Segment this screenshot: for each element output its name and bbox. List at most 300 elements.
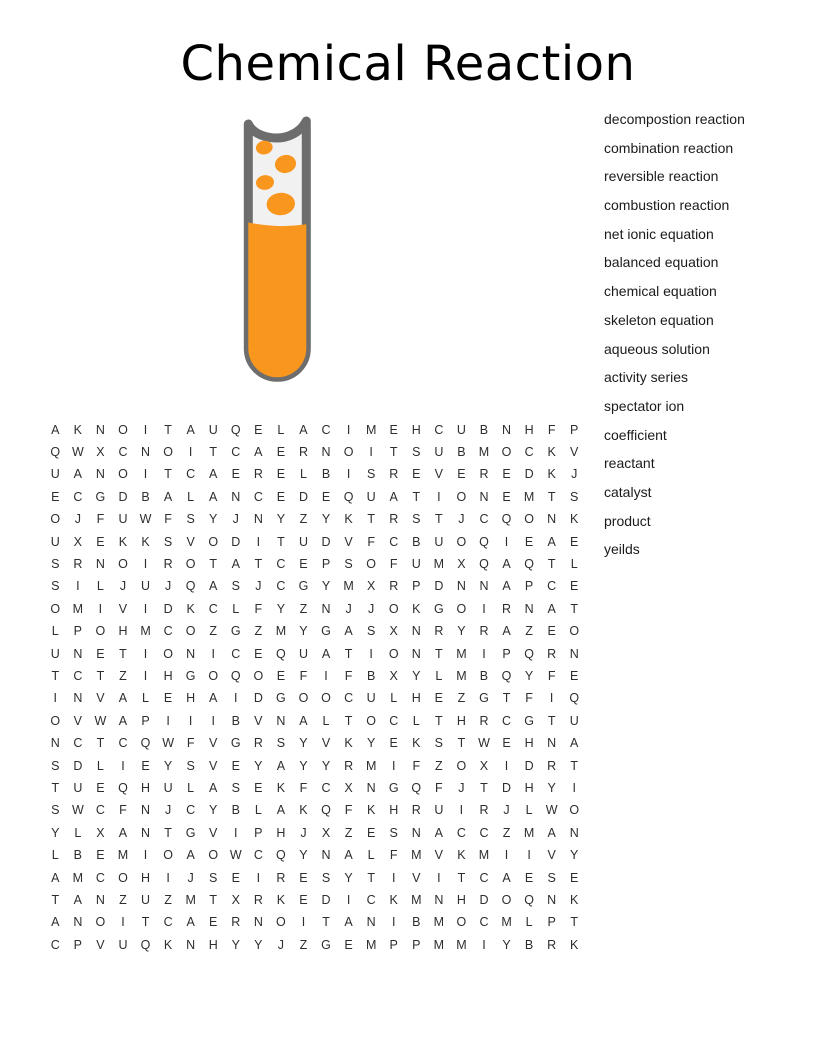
grid-cell: U [366,691,376,706]
grid-cell: V [570,445,579,460]
grid-cell: L [299,467,307,482]
grid-cell: N [434,892,444,907]
grid-cell: J [74,512,81,527]
grid-cell: N [141,803,151,818]
grid-cell: J [300,825,307,840]
grid-cell: I [98,601,103,616]
grid-cell: U [118,512,128,527]
grid-cell: R [389,512,399,527]
grid-cell: D [434,579,444,594]
grid-cell: V [434,848,444,863]
grid-cell: E [502,736,511,751]
grid-cell: M [365,422,377,437]
grid-cell: S [163,534,173,549]
grid-cell: A [547,601,556,616]
grid-cell: Q [230,668,241,683]
grid-cell: I [346,467,351,482]
grid-cell: E [570,579,579,594]
grid-cell: F [389,557,398,572]
grid-cell: F [547,422,556,437]
grid-cell: E [276,445,286,460]
grid-cell: O [343,445,354,460]
grid-cell: T [570,915,579,930]
grid-cell: L [51,848,59,863]
grid-cell: Q [569,691,580,706]
letter-grid [44,419,586,956]
grid-cell: O [569,803,580,818]
grid-cell: U [434,803,444,818]
grid-cell: R [434,624,444,639]
grid-cell: O [366,557,377,572]
grid-cell: T [457,870,466,885]
grid-cell: W [545,803,558,818]
grid-cell: S [209,870,218,885]
grid-cell: Y [209,512,218,527]
grid-cell: F [367,534,375,549]
grid-cell: M [185,892,196,907]
grid-cell: E [547,624,556,639]
grid-cell: U [569,713,579,728]
grid-cell: T [51,780,60,795]
grid-cell: R [479,713,489,728]
grid-cell: K [276,892,286,907]
grid-cell: I [121,915,125,930]
grid-cell: C [434,422,444,437]
grid-cell: V [209,736,218,751]
grid-cell: C [231,646,241,661]
grid-cell: R [253,736,263,751]
grid-cell: Z [299,512,308,527]
grid-cell: E [570,870,579,885]
grid-cell: A [547,825,556,840]
grid-cell: Z [457,691,466,706]
grid-cell: L [232,601,240,616]
grid-cell: K [389,892,398,907]
grid-cell: T [164,825,172,840]
grid-cell: W [162,736,174,751]
grid-cell: D [73,758,83,773]
grid-cell: Z [525,624,533,639]
grid-cell: P [524,579,534,594]
grid-cell: N [321,601,331,616]
grid-cell: C [389,713,399,728]
grid-cell: A [502,557,511,572]
grid-cell: N [366,780,376,795]
grid-cell: D [321,892,331,907]
grid-cell: B [524,937,534,952]
grid-cell: O [501,445,512,460]
grid-cell: P [254,825,263,840]
grid-cell: A [51,422,60,437]
grid-cell: O [50,512,61,527]
grid-cell: A [163,489,173,504]
grid-cell: Q [479,534,489,549]
grid-cell: T [51,668,60,683]
grid-cell: L [525,803,533,818]
grid-cell: T [389,445,398,460]
grid-cell: I [143,848,148,863]
grid-cell: U [298,646,308,661]
grid-cell: Z [119,892,127,907]
grid-cell: N [321,445,331,460]
grid-cell: A [209,780,218,795]
grid-cell: A [344,915,353,930]
grid-cell: V [186,534,195,549]
grid-cell: K [141,534,150,549]
grid-cell: V [344,534,353,549]
grid-cell: C [276,579,286,594]
grid-cell: J [164,803,172,818]
grid-cell: N [524,601,534,616]
grid-cell: I [482,601,486,616]
grid-cell: E [412,467,421,482]
word-list-item: chemical equation [604,283,717,300]
grid-cell: E [96,534,105,549]
grid-cell: A [502,870,511,885]
grid-cell: A [118,691,128,706]
grid-cell: W [478,736,490,751]
grid-cell: E [299,557,308,572]
grid-cell: C [118,736,128,751]
grid-cell: G [321,937,331,952]
grid-cell: V [209,825,218,840]
grid-cell: Y [412,668,421,683]
grid-cell: U [208,422,218,437]
grid-cell: N [186,937,196,952]
grid-cell: T [457,736,466,751]
grid-cell: Z [435,758,443,773]
grid-cell: G [321,624,331,639]
grid-cell: R [389,579,399,594]
grid-cell: O [118,467,128,482]
grid-cell: I [572,780,576,795]
grid-cell: O [456,489,467,504]
grid-cell: Q [524,892,534,907]
grid-cell: O [208,848,219,863]
grid-cell: C [276,557,286,572]
grid-cell: O [321,691,331,706]
grid-cell: A [186,915,195,930]
grid-cell: O [185,557,196,572]
grid-cell: X [344,780,353,795]
grid-cell: R [163,557,173,572]
grid-cell: R [479,803,489,818]
grid-cell: D [118,489,128,504]
grid-cell: N [479,579,489,594]
grid-cell: A [276,803,286,818]
grid-cell: A [209,489,218,504]
grid-cell: S [570,489,579,504]
grid-cell: A [321,646,331,661]
grid-cell: U [118,937,128,952]
grid-cell: Y [254,937,263,952]
grid-cell: O [456,758,467,773]
grid-cell: N [95,422,105,437]
grid-cell: M [117,848,129,863]
grid-cell: S [186,758,195,773]
grid-cell: G [185,825,196,840]
grid-cell: O [50,601,61,616]
grid-cell: G [95,489,106,504]
grid-cell: T [277,534,285,549]
grid-cell: E [344,937,353,952]
grid-cell: R [298,445,308,460]
grid-cell: X [389,668,398,683]
grid-cell: V [118,601,128,616]
grid-cell: M [456,937,467,952]
grid-cell: H [141,870,151,885]
grid-cell: A [276,758,286,773]
grid-cell: Q [501,668,512,683]
grid-cell: L [322,713,330,728]
grid-cell: T [547,557,556,572]
grid-cell: J [164,579,172,594]
grid-cell: A [51,870,60,885]
grid-cell: I [188,713,193,728]
grid-cell: Z [164,892,172,907]
grid-cell: O [388,601,399,616]
grid-cell: Q [501,512,512,527]
grid-cell: F [299,780,308,795]
grid-cell: C [163,624,173,639]
grid-cell: O [163,445,173,460]
grid-cell: V [547,848,556,863]
grid-cell: Y [209,803,218,818]
grid-cell: S [231,780,240,795]
grid-cell: I [143,467,148,482]
grid-cell: D [524,758,534,773]
grid-cell: Y [321,579,331,594]
grid-cell: L [367,848,375,863]
grid-cell: L [187,489,195,504]
grid-cell: J [458,780,465,795]
grid-cell: Z [209,624,218,639]
grid-cell: Q [230,422,241,437]
grid-cell: F [525,691,533,706]
grid-cell: I [346,892,351,907]
grid-cell: K [73,422,83,437]
grid-cell: D [253,691,263,706]
grid-cell: S [51,557,60,572]
grid-cell: F [344,803,353,818]
grid-cell: K [547,467,556,482]
grid-cell: E [96,848,105,863]
grid-cell: H [141,780,151,795]
grid-cell: X [96,445,105,460]
grid-cell: O [569,624,580,639]
grid-cell: I [549,691,554,706]
grid-cell: N [253,915,263,930]
grid-cell: R [344,758,354,773]
grid-cell: F [412,758,421,773]
grid-cell: R [276,870,286,885]
grid-cell: C [95,870,105,885]
grid-cell: K [570,937,579,952]
grid-cell: C [253,489,263,504]
grid-cell: V [96,691,105,706]
grid-cell: S [366,467,376,482]
grid-cell: S [412,512,421,527]
grid-cell: B [231,713,240,728]
grid-cell: C [502,713,512,728]
grid-cell: D [163,601,173,616]
word-list-item: net ionic equation [604,225,714,242]
grid-cell: P [73,937,83,952]
grid-cell: C [479,512,489,527]
grid-cell: I [346,422,351,437]
grid-cell: X [479,758,489,773]
grid-cell: Y [502,937,511,952]
grid-cell: I [504,848,509,863]
grid-cell: H [118,624,128,639]
grid-cell: I [121,758,125,773]
grid-cell: N [366,915,376,930]
grid-cell: I [143,646,148,661]
grid-cell: T [570,758,579,773]
grid-cell: C [547,579,557,594]
grid-cell: S [186,512,195,527]
grid-cell: C [50,937,60,952]
grid-cell: J [232,512,239,527]
grid-cell: Y [254,758,263,773]
grid-cell: T [435,512,443,527]
grid-cell: M [433,915,445,930]
grid-cell: C [73,736,83,751]
grid-cell: L [412,713,420,728]
grid-cell: T [344,713,353,728]
grid-cell: S [547,870,556,885]
grid-cell: Y [231,937,240,952]
grid-cell: A [73,892,83,907]
grid-cell: N [231,489,241,504]
grid-cell: C [456,825,466,840]
grid-cell: G [185,668,196,683]
grid-cell: S [51,758,60,773]
test-tube-illustration [236,112,320,390]
grid-cell: P [412,579,421,594]
grid-cell: T [367,870,375,885]
grid-cell: I [211,713,215,728]
grid-cell: C [321,780,331,795]
grid-cell: P [570,422,579,437]
grid-cell: S [389,825,398,840]
grid-cell: Q [343,489,354,504]
grid-cell: X [457,557,466,572]
grid-cell: U [366,489,376,504]
grid-cell: E [524,870,534,885]
grid-cell: Q [118,780,128,795]
grid-cell: H [524,780,534,795]
grid-cell: A [51,915,60,930]
grid-cell: B [412,915,421,930]
grid-cell: E [276,489,286,504]
grid-cell: C [524,445,534,460]
grid-cell: V [73,713,83,728]
grid-cell: Y [163,758,173,773]
word-list-item: activity series [604,369,689,386]
grid-cell: J [503,803,510,818]
grid-cell: J [255,579,262,594]
grid-cell: I [234,691,238,706]
grid-cell: I [369,646,373,661]
grid-cell: H [186,691,196,706]
grid-cell: Q [140,937,151,952]
grid-cell: H [389,803,399,818]
grid-cell: U [434,445,444,460]
word-list [604,111,804,570]
grid-cell: C [479,870,489,885]
grid-cell: A [547,534,556,549]
grid-cell: K [163,937,173,952]
grid-cell: E [96,780,105,795]
grid-cell: N [95,892,105,907]
grid-cell: K [570,892,579,907]
grid-cell: U [50,646,60,661]
grid-cell: A [209,579,218,594]
grid-cell: N [502,422,512,437]
grid-cell: E [254,780,263,795]
grid-cell: Z [254,624,263,639]
grid-cell: V [96,937,105,952]
grid-cell: J [571,467,578,482]
grid-cell: E [321,489,331,504]
grid-cell: I [143,668,148,683]
grid-cell: N [411,825,421,840]
grid-cell: C [73,668,83,683]
grid-cell: O [366,713,377,728]
grid-cell: I [143,422,148,437]
grid-cell: R [411,803,421,818]
grid-cell: C [118,445,128,460]
grid-cell: R [231,915,241,930]
grid-cell: O [298,691,309,706]
grid-cell: O [456,534,467,549]
grid-cell: A [209,691,218,706]
grid-cell: E [51,489,60,504]
grid-cell: M [433,557,445,572]
grid-cell: N [547,736,557,751]
grid-cell: J [277,937,285,952]
grid-cell: U [163,780,173,795]
grid-cell: M [365,758,377,773]
grid-cell: S [412,445,421,460]
grid-cell: N [253,512,263,527]
grid-cell: N [569,646,579,661]
grid-cell: U [456,422,466,437]
grid-cell: M [343,579,354,594]
grid-cell: I [324,668,328,683]
grid-cell: S [51,803,60,818]
grid-cell: S [231,579,240,594]
grid-cell: O [118,870,128,885]
grid-cell: D [524,467,534,482]
grid-cell: T [254,557,263,572]
grid-cell: W [71,445,84,460]
grid-cell: A [186,848,195,863]
grid-cell: M [456,668,467,683]
grid-cell: C [186,803,196,818]
grid-cell: L [142,691,149,706]
grid-cell: Y [457,624,466,639]
grid-cell: S [51,579,60,594]
grid-cell: Q [524,557,534,572]
grid-cell: V [434,467,444,482]
grid-cell: F [344,668,353,683]
page-title: Chemical Reaction [180,36,636,92]
grid-cell: E [502,467,511,482]
grid-cell: T [367,512,375,527]
grid-cell: A [434,825,444,840]
